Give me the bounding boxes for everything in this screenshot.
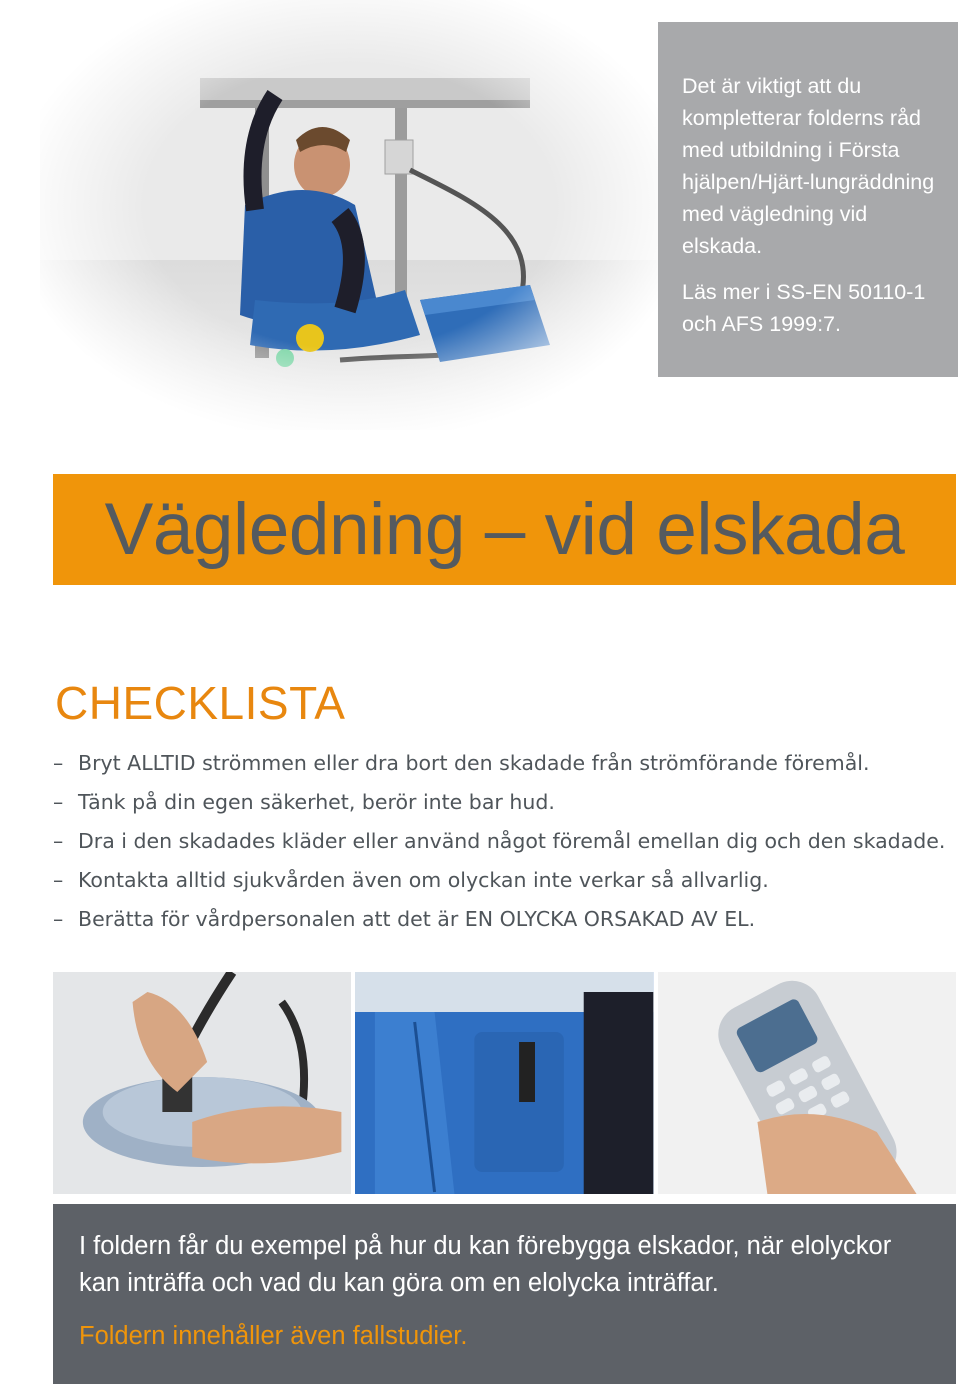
checklist-item [53,900,953,939]
checklist-item-text: Bryt ALLTID strömmen eller dra bort den skadade från strömförande föremål. [78,751,870,775]
checklist-section [53,676,953,939]
dash-bullet: – [53,790,64,814]
info-text-reference: Läs mer i SS-EN 50110-1 och AFS 1999:7. [682,280,926,336]
hero-photo-worker [40,0,660,430]
dash-bullet: – [53,829,64,853]
dash-bullet: – [53,868,64,892]
checklist-item-text: Dra i den skadades kläder eller använd något föremål emellan dig och den skadade. [78,829,946,853]
checklist-heading: CHECKLISTA [55,677,346,729]
dash-bullet: – [53,907,64,931]
title-band [53,474,956,585]
checklist-item-text: Tänk på din egen säkerhet, berör inte bar hud. [78,790,555,814]
info-text-training: Det är viktigt att du kompletterar folderns råd med utbildning i Första hjälpen/Hjärt-lungräddning med vägledning vid elskada. [682,74,935,258]
checklist-item-text: Berätta för vårdpersonalen att det är EN OLYCKA ORSAKAD AV EL. [78,907,756,931]
checklist-item-text: Kontakta alltid sjukvården även om olyckan inte verkar så allvarlig. [78,868,769,892]
footer-note-text: Foldern innehåller även fallstudier. [79,1322,468,1350]
photo-mobile-phone [658,972,956,1194]
info-box [658,22,958,377]
checklist-list [53,744,953,939]
footer-lead-text: I foldern får du exempel på hur du kan förebygga elskador, när elolyckor kan inträffa och vad du kan göra om en elolycka inträffar. [79,1232,892,1297]
checklist-item [53,822,953,861]
checklist-item [53,783,953,822]
checklist-item [53,744,953,783]
footer-box [53,1204,956,1384]
dash-bullet: – [53,751,64,775]
checklist-item [53,861,953,900]
page-title: Vägledning – vid elskada [104,489,905,570]
photo-unplugging [53,972,351,1194]
photo-blue-work-clothes [355,972,653,1194]
photo-strip [53,972,956,1194]
